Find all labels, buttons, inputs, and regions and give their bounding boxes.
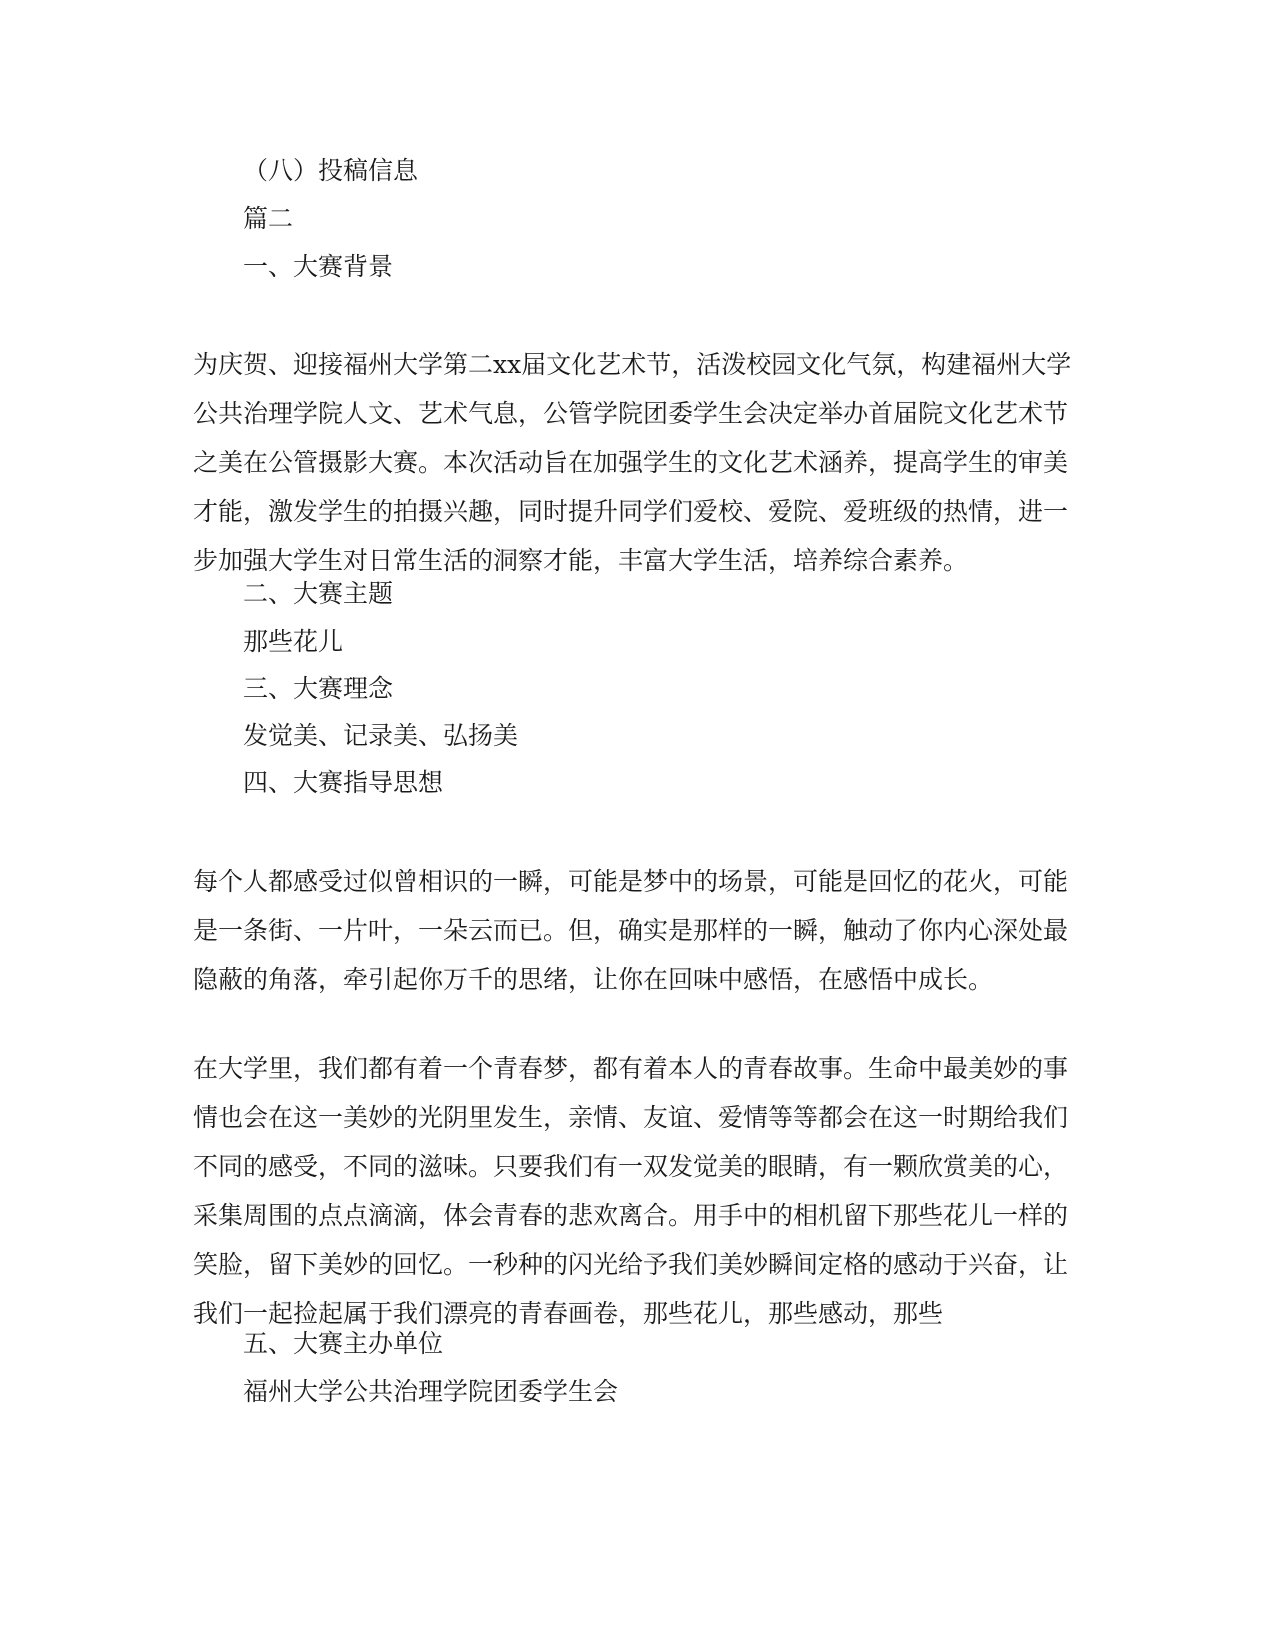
paragraph-youth [193,1044,1073,1338]
paragraph-line: 公共治理学院人文、艺术气息，公管学院团委学生会决定举办首届院文化艺术节 [193,399,1069,428]
concept-text: 发觉美、记录美、弘扬美 [243,721,519,750]
paragraph-line: 之美在公管摄影大赛。本次活动旨在加强学生的文化艺术涵养，提高学生的审美 [193,448,1069,477]
paragraph-line: 在大学里，我们都有着一个青春梦，都有着本人的青春故事。生命中最美妙的事 [193,1054,1069,1083]
heading-contest-theme: 二、大赛主题 [243,579,394,608]
theme-text: 那些花儿 [243,627,344,656]
paragraph-line: 是一条街、一片叶，一朵云而已。但，确实是那样的一瞬，触动了你内心深处最 [193,916,1069,945]
paragraph-line: 情也会在这一美妙的光阴里发生，亲情、友谊、爱情等等都会在这一时期给我们 [193,1103,1069,1132]
paragraph-guiding-thought [193,857,1073,1004]
paragraph-line: 笑脸，留下美妙的回忆。一秒种的闪光给予我们美妙瞬间定格的感动于兴奋，让 [193,1250,1069,1279]
heading-contest-background: 一、大赛背景 [243,252,394,281]
paragraph-line: 步加强大学生对日常生活的洞察才能，丰富大学生活，培养综合素养。 [193,546,969,575]
heading-submission-info: （八）投稿信息 [243,156,419,185]
paragraph-background [193,340,1073,585]
paragraph-line: 我们一起捡起属于我们漂亮的青春画卷，那些花儿，那些感动，那些 [193,1299,944,1328]
heading-guiding-thought: 四、大赛指导思想 [243,768,444,797]
heading-part-two: 篇二 [243,204,294,233]
heading-contest-concept: 三、大赛理念 [243,674,394,703]
paragraph-line: 隐蔽的角落，牵引起你万千的思绪，让你在回味中感悟，在感悟中成长。 [193,965,994,994]
heading-organizer: 五、大赛主办单位 [243,1329,444,1358]
paragraph-line: 不同的感受，不同的滋味。只要我们有一双发觉美的眼睛，有一颗欣赏美的心， [193,1152,1069,1181]
organizer-text: 福州大学公共治理学院团委学生会 [243,1377,619,1406]
paragraph-line: 为庆贺、迎接福州大学第二xx届文化艺术节，活泼校园文化气氛，构建福州大学 [193,350,1072,379]
paragraph-line: 采集周围的点点滴滴，体会青春的悲欢离合。用手中的相机留下那些花儿一样的 [193,1201,1069,1230]
paragraph-line: 每个人都感受过似曾相识的一瞬，可能是梦中的场景，可能是回忆的花火，可能 [193,867,1069,896]
paragraph-line: 才能，激发学生的拍摄兴趣，同时提升同学们爱校、爱院、爱班级的热情，进一 [193,497,1069,526]
